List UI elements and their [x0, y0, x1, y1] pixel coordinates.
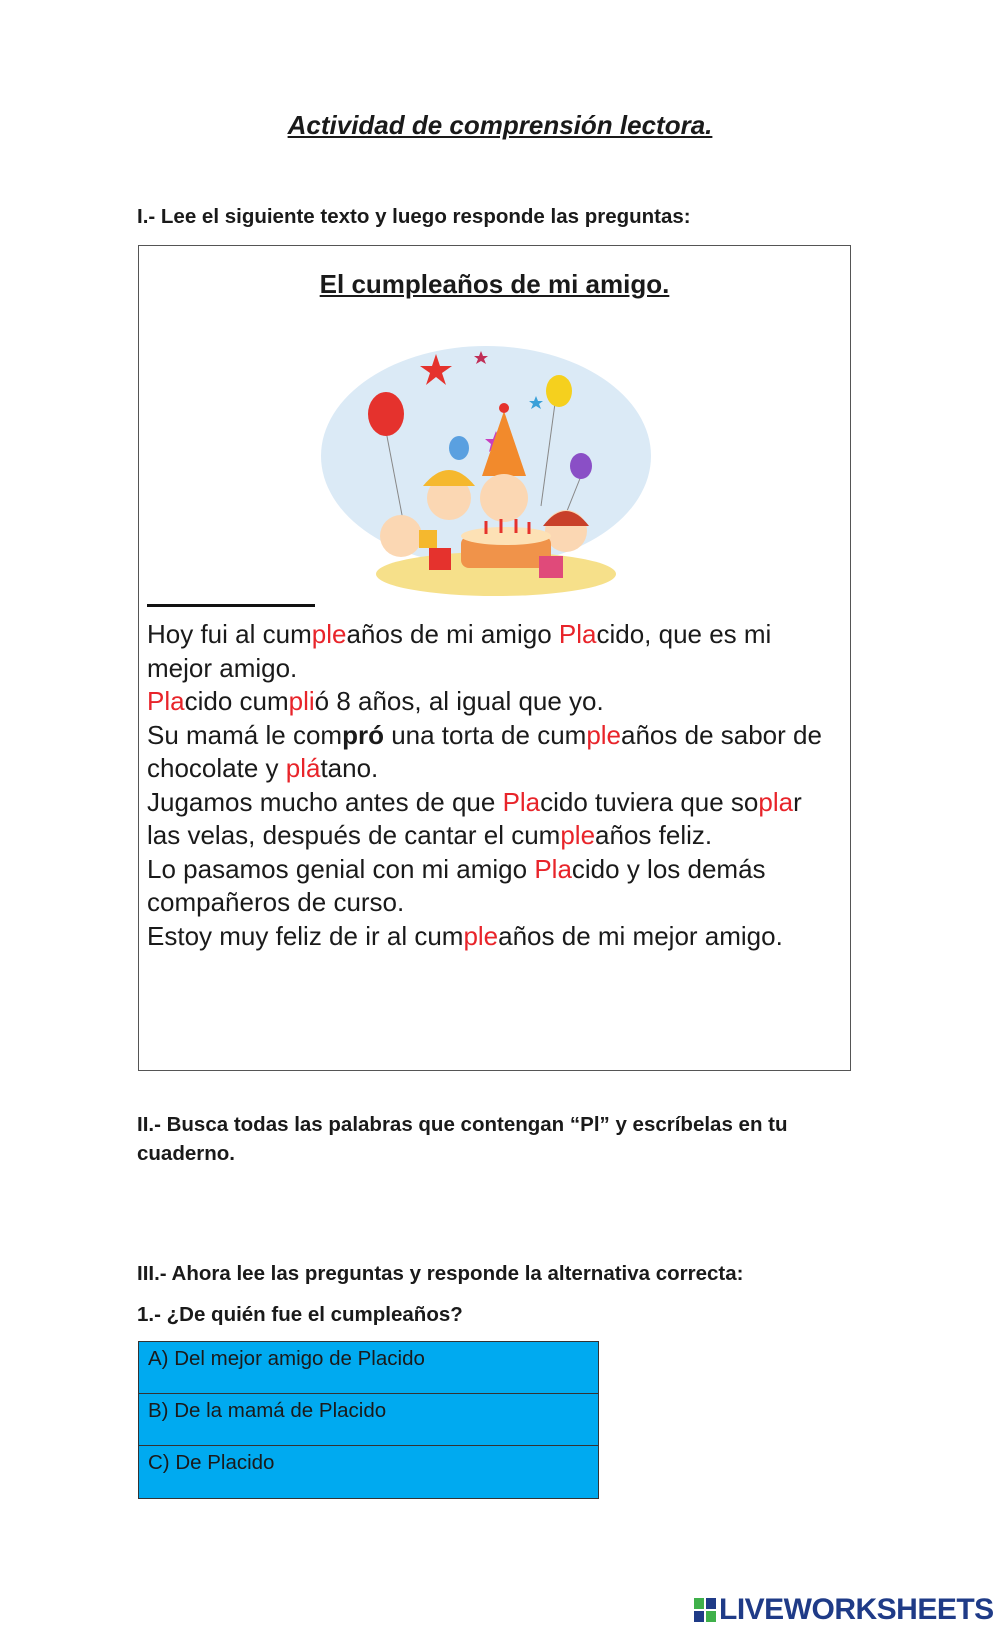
worksheet-title: Actividad de comprensión lectora.	[287, 110, 713, 140]
story-text	[147, 618, 837, 953]
reading-box	[138, 245, 851, 1071]
liveworksheets-logo	[694, 1593, 994, 1627]
story-line: Su mamá le compró una torta de cumpleaños de sabor de chocolate y plátano.	[147, 719, 822, 783]
story-line: Placido cumplió 8 años, al igual que yo.	[147, 686, 604, 716]
option-b[interactable]: B) De la mamá de Placido	[139, 1394, 598, 1446]
story-line: Hoy fui al cumpleaños de mi amigo Placido, que es mi mejor amigo.	[147, 619, 772, 683]
story-title: El cumpleaños de mi amigo.	[319, 269, 670, 299]
story-line: Jugamos mucho antes de que Placido tuviera que soplar las velas, después de cantar el cumpleaños feliz.	[147, 786, 802, 850]
question-1: 1.- ¿De quién fue el cumpleaños?	[137, 1303, 463, 1326]
option-a[interactable]: A) Del mejor amigo de Placido	[139, 1342, 598, 1394]
answer-line	[147, 604, 315, 607]
birthday-illustration	[311, 336, 661, 601]
answer-options	[138, 1341, 599, 1499]
story-line: Estoy muy feliz de ir al cumpleaños de mi mejor amigo.	[147, 920, 783, 951]
option-c[interactable]: C) De Placido	[139, 1446, 598, 1498]
liveworksheets-icon	[694, 1598, 716, 1622]
section-2-instruction: II.- Busca todas las palabras que contengan “Pl” y escríbelas en tu cuaderno.	[137, 1113, 788, 1165]
section-3-instruction: III.- Ahora lee las preguntas y responde la alternativa correcta:	[137, 1262, 744, 1285]
section-1-instruction: I.- Lee el siguiente texto y luego responde las preguntas:	[137, 205, 691, 228]
story-line: Lo pasamos genial con mi amigo Placido y los demás compañeros de curso.	[147, 853, 766, 917]
brand-name: LIVEWORKSHEETS	[719, 1593, 994, 1626]
